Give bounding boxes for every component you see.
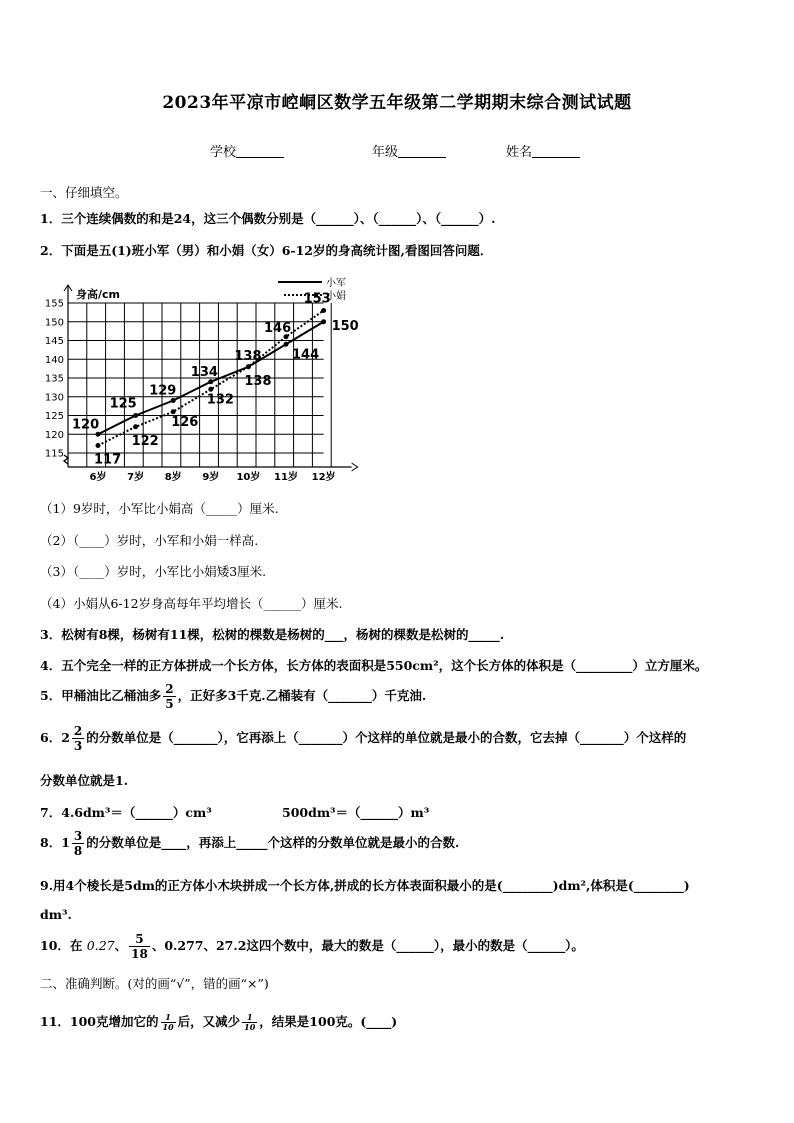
data-point [133, 424, 138, 429]
data-point [208, 379, 213, 384]
y-tick-label: 115 [44, 448, 64, 460]
x-tick-label: 11岁 [274, 472, 298, 483]
fraction-2-3: $\frac{2}{3}$ [73, 724, 83, 753]
data-label: 150 [331, 318, 359, 334]
x-axis-arrow [352, 463, 358, 471]
fraction-1-10-b: $\frac{1}{10}$ [244, 1012, 256, 1032]
question-6: 6．2 $\frac{2}{3}$ 的分数单位是（_______），它再添上（_______）个这样的单位就是最小的合数，它去掉（_______）个这样的 [40, 724, 687, 753]
data-point [171, 398, 176, 403]
data-label: 138 [234, 348, 262, 364]
y-tick-labels [45, 299, 64, 460]
data-label: 138 [244, 373, 272, 389]
fraction-2-5: $\frac{2}{5}$ [165, 682, 174, 711]
fraction-5-18: $\frac{5}{18}$ [131, 932, 148, 961]
question-8: 8．1 $\frac{3}{8}$ 的分数单位是____，再添上_____个这样的分数单位就是最小的合数. [40, 829, 460, 858]
question-11: 11．100克增加它的 $\frac{1}{10}$ 后，又减少 $\frac{1}{10}$ ，结果是100克。(____) [40, 1012, 398, 1032]
fraction-1-10-a: $\frac{1}{10}$ [162, 1012, 174, 1032]
x-tick-label: 7岁 [127, 472, 145, 483]
data-label: 129 [149, 383, 177, 399]
legend-label-xiaojun: 小军 [326, 278, 346, 289]
name-field: 姓名 [506, 141, 580, 160]
data-label: 146 [264, 320, 292, 336]
question-4: 4．五个完全一样的正方体拼成一个长方体，长方体的表面积是550cm²，这个长方体的体积是（_________）立方厘米。 [40, 658, 708, 673]
x-tick-labels [90, 470, 336, 483]
data-label: 126 [171, 414, 199, 430]
data-point [133, 413, 138, 418]
grade-field: 年级 [372, 141, 446, 160]
question-5: 5．甲桶油比乙桶油多 $\frac{2}{5}$ ，正好多3千克.乙桶装有（_______）千克油. [40, 682, 427, 711]
y-tick-label: 120 [44, 429, 64, 441]
data-point [208, 387, 213, 392]
question-7b: 500dm³＝（______）m³ [282, 805, 430, 820]
question-2-4: （4）小娟从6-12岁身高每年平均增长（______）厘米. [40, 596, 343, 611]
question-10: 10．在 0.27̇、 $\frac{5}{18}$ 、0.277、27.2这四个数中，最大的数是（______），最小的数是（______）。 [40, 932, 584, 961]
legend-label-xiaojuan: 小娟 [326, 291, 346, 302]
question-2-2: （2）（____）岁时，小军和小娟一样高. [40, 533, 259, 548]
y-tick-label: 135 [44, 373, 64, 385]
y-tick-label: 140 [44, 354, 64, 366]
school-blank[interactable] [236, 145, 284, 158]
y-tick-label: 125 [44, 411, 64, 422]
question-3: 3．松树有8棵，杨树有11棵，松树的棵数是杨树的___，杨树的棵数是松树的_____. [40, 627, 505, 642]
section-2-heading: 二、准确判断。(对的画“√”，错的画“×”) [40, 976, 269, 991]
fraction-3-8: $\frac{3}{8}$ [73, 829, 83, 858]
data-label: 125 [109, 396, 137, 412]
y-axis-label: 身高/cm [76, 288, 120, 301]
question-9-cont: dm³. [40, 907, 72, 922]
x-tick-label: 6岁 [89, 472, 107, 483]
question-6-cont: 分数单位就是1. [40, 773, 129, 788]
data-point [96, 432, 101, 437]
question-1: 1．三个连续偶数的和是24，这三个偶数分别是（______）、（______）、（______）. [40, 211, 496, 226]
name-blank[interactable] [532, 145, 580, 158]
question-7a: 7．4.6dm³＝（______）cm³ [40, 805, 212, 820]
section-1-heading: 一、仔细填空。 [40, 185, 128, 200]
data-label: 117 [94, 452, 122, 468]
data-point [246, 364, 251, 369]
x-tick-label: 10岁 [236, 472, 261, 483]
data-labels [72, 292, 359, 468]
question-2-3: （3）（____）岁时，小军比小娟矮3厘米. [40, 564, 267, 579]
school-field: 学校 [210, 141, 284, 160]
question-9: 9.用4个棱长是5dm的正方体小木块拼成一个长方体,拼成的长方体表面积最小的是(________)dm²,体积是(________) [40, 878, 690, 893]
y-tick-label: 150 [44, 317, 64, 329]
x-tick-label: 8岁 [164, 472, 182, 483]
data-label: 120 [72, 417, 100, 433]
data-label: 134 [190, 364, 218, 380]
y-tick-label: 155 [44, 298, 64, 310]
data-label: 122 [131, 433, 159, 449]
page-title: 2023年平凉市崆峒区数学五年级第二学期期末综合测试试题 [162, 93, 632, 113]
question-2: 2．下面是五(1)班小军（男）和小娟（女）6-12岁的身高统计图,看图回答问题． [40, 243, 493, 258]
repeating-decimal: 0.27̇ [86, 938, 115, 953]
y-tick-label: 145 [44, 336, 64, 347]
data-label: 153 [303, 291, 331, 307]
data-point [321, 319, 326, 324]
x-tick-label: 12岁 [311, 472, 336, 483]
data-label: 144 [292, 347, 320, 363]
data-point [96, 443, 101, 448]
grade-blank[interactable] [398, 145, 446, 158]
height-line-chart [30, 268, 400, 488]
data-point [171, 409, 176, 414]
data-point [321, 308, 326, 313]
question-2-1: （1）9岁时，小军比小娟高（_____）厘米. [40, 501, 279, 516]
y-tick-label: 130 [44, 392, 64, 404]
data-point [284, 342, 289, 347]
data-label: 132 [206, 392, 234, 408]
x-tick-label: 9岁 [202, 472, 220, 483]
